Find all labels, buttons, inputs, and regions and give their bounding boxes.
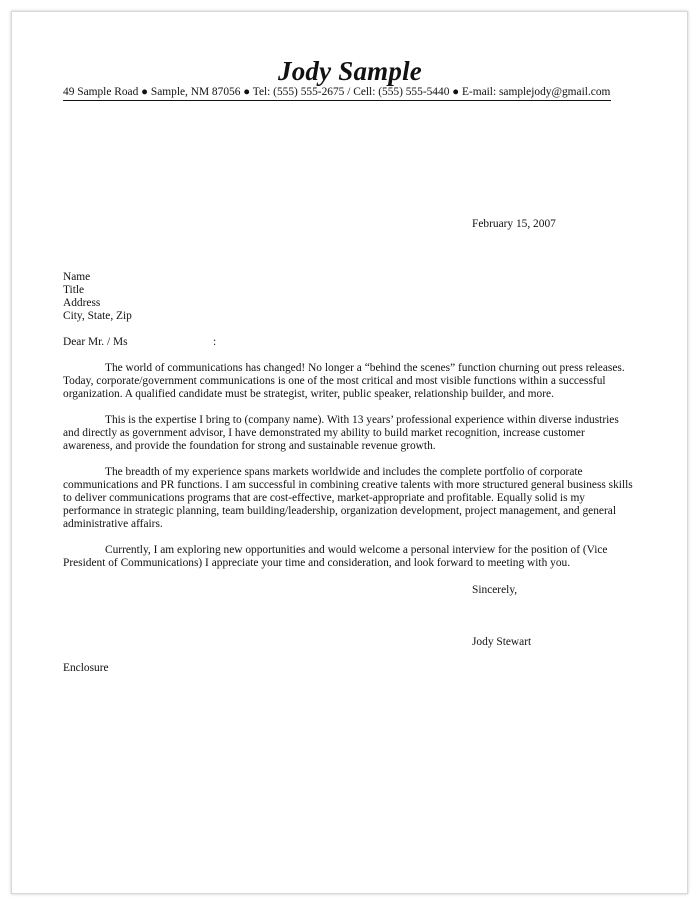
recipient-title: Title: [63, 284, 85, 296]
paragraph-line: administrative affairs.: [63, 518, 163, 530]
recipient-name: Name: [63, 271, 91, 283]
paragraph-line: communications and PR functions. I am successful in combining creative talents with more structured general business skills: [63, 479, 633, 491]
enclosure-note: Enclosure: [63, 662, 109, 674]
paragraph-line: President of Communications) I appreciate your time and consideration, and look forward to meeting with you.: [63, 557, 571, 569]
body-paragraph-3: [63, 466, 633, 531]
letter-date: February 15, 2007: [472, 218, 556, 230]
body-paragraph-2: [63, 414, 623, 453]
body-paragraph-1: [63, 362, 623, 401]
letterhead-contact-line: 49 Sample Road ● Sample, NM 87056 ● Tel: (555) 555-2675 / Cell: (555) 555-5440 ● E-mail: samplejody@gmail.com: [63, 86, 611, 101]
closing: Sincerely,: [472, 584, 518, 596]
paragraph-line: This is the expertise I bring to (company name). With 13 years’ professional experience within diverse industries: [105, 414, 619, 426]
paragraph-line: organization. A qualified candidate must be strategist, writer, public speaker, relationship builder, and more.: [63, 388, 554, 400]
letterhead-name: Jody Sample: [278, 56, 422, 86]
paragraph-line: The breadth of my experience spans markets worldwide and includes the complete portfolio of corporate: [105, 466, 583, 478]
recipient-city-state-zip: City, State, Zip: [63, 310, 132, 322]
body-paragraph-4: [63, 544, 623, 570]
paragraph-line: to deliver communications programs that are cost-effective, market-appropriate and profitable. Equally solid is my: [63, 492, 586, 504]
recipient-address: Address: [63, 297, 101, 309]
paragraph-line: and directly as government advisor, I have demonstrated my ability to build market recognition, increase customer: [63, 427, 585, 439]
paragraph-line: Today, corporate/government communications is one of the most critical and most visible functions within a successful: [63, 375, 606, 387]
paragraph-line: The world of communications has changed! No longer a “behind the scenes” function churning out press releases.: [105, 362, 625, 374]
signature-name: Jody Stewart: [472, 636, 532, 648]
salutation: Dear Mr. / Ms :: [63, 336, 217, 348]
paragraph-line: awareness, and provide the foundation for strong and sustainable revenue growth.: [63, 440, 436, 452]
paragraph-line: Currently, I am exploring new opportunities and would welcome a personal interview for the position of (Vice: [105, 544, 608, 556]
recipient-address-block: [63, 271, 132, 323]
paragraph-line: performance in strategic planning, team building/leadership, organization development, project management, and general: [63, 505, 616, 517]
